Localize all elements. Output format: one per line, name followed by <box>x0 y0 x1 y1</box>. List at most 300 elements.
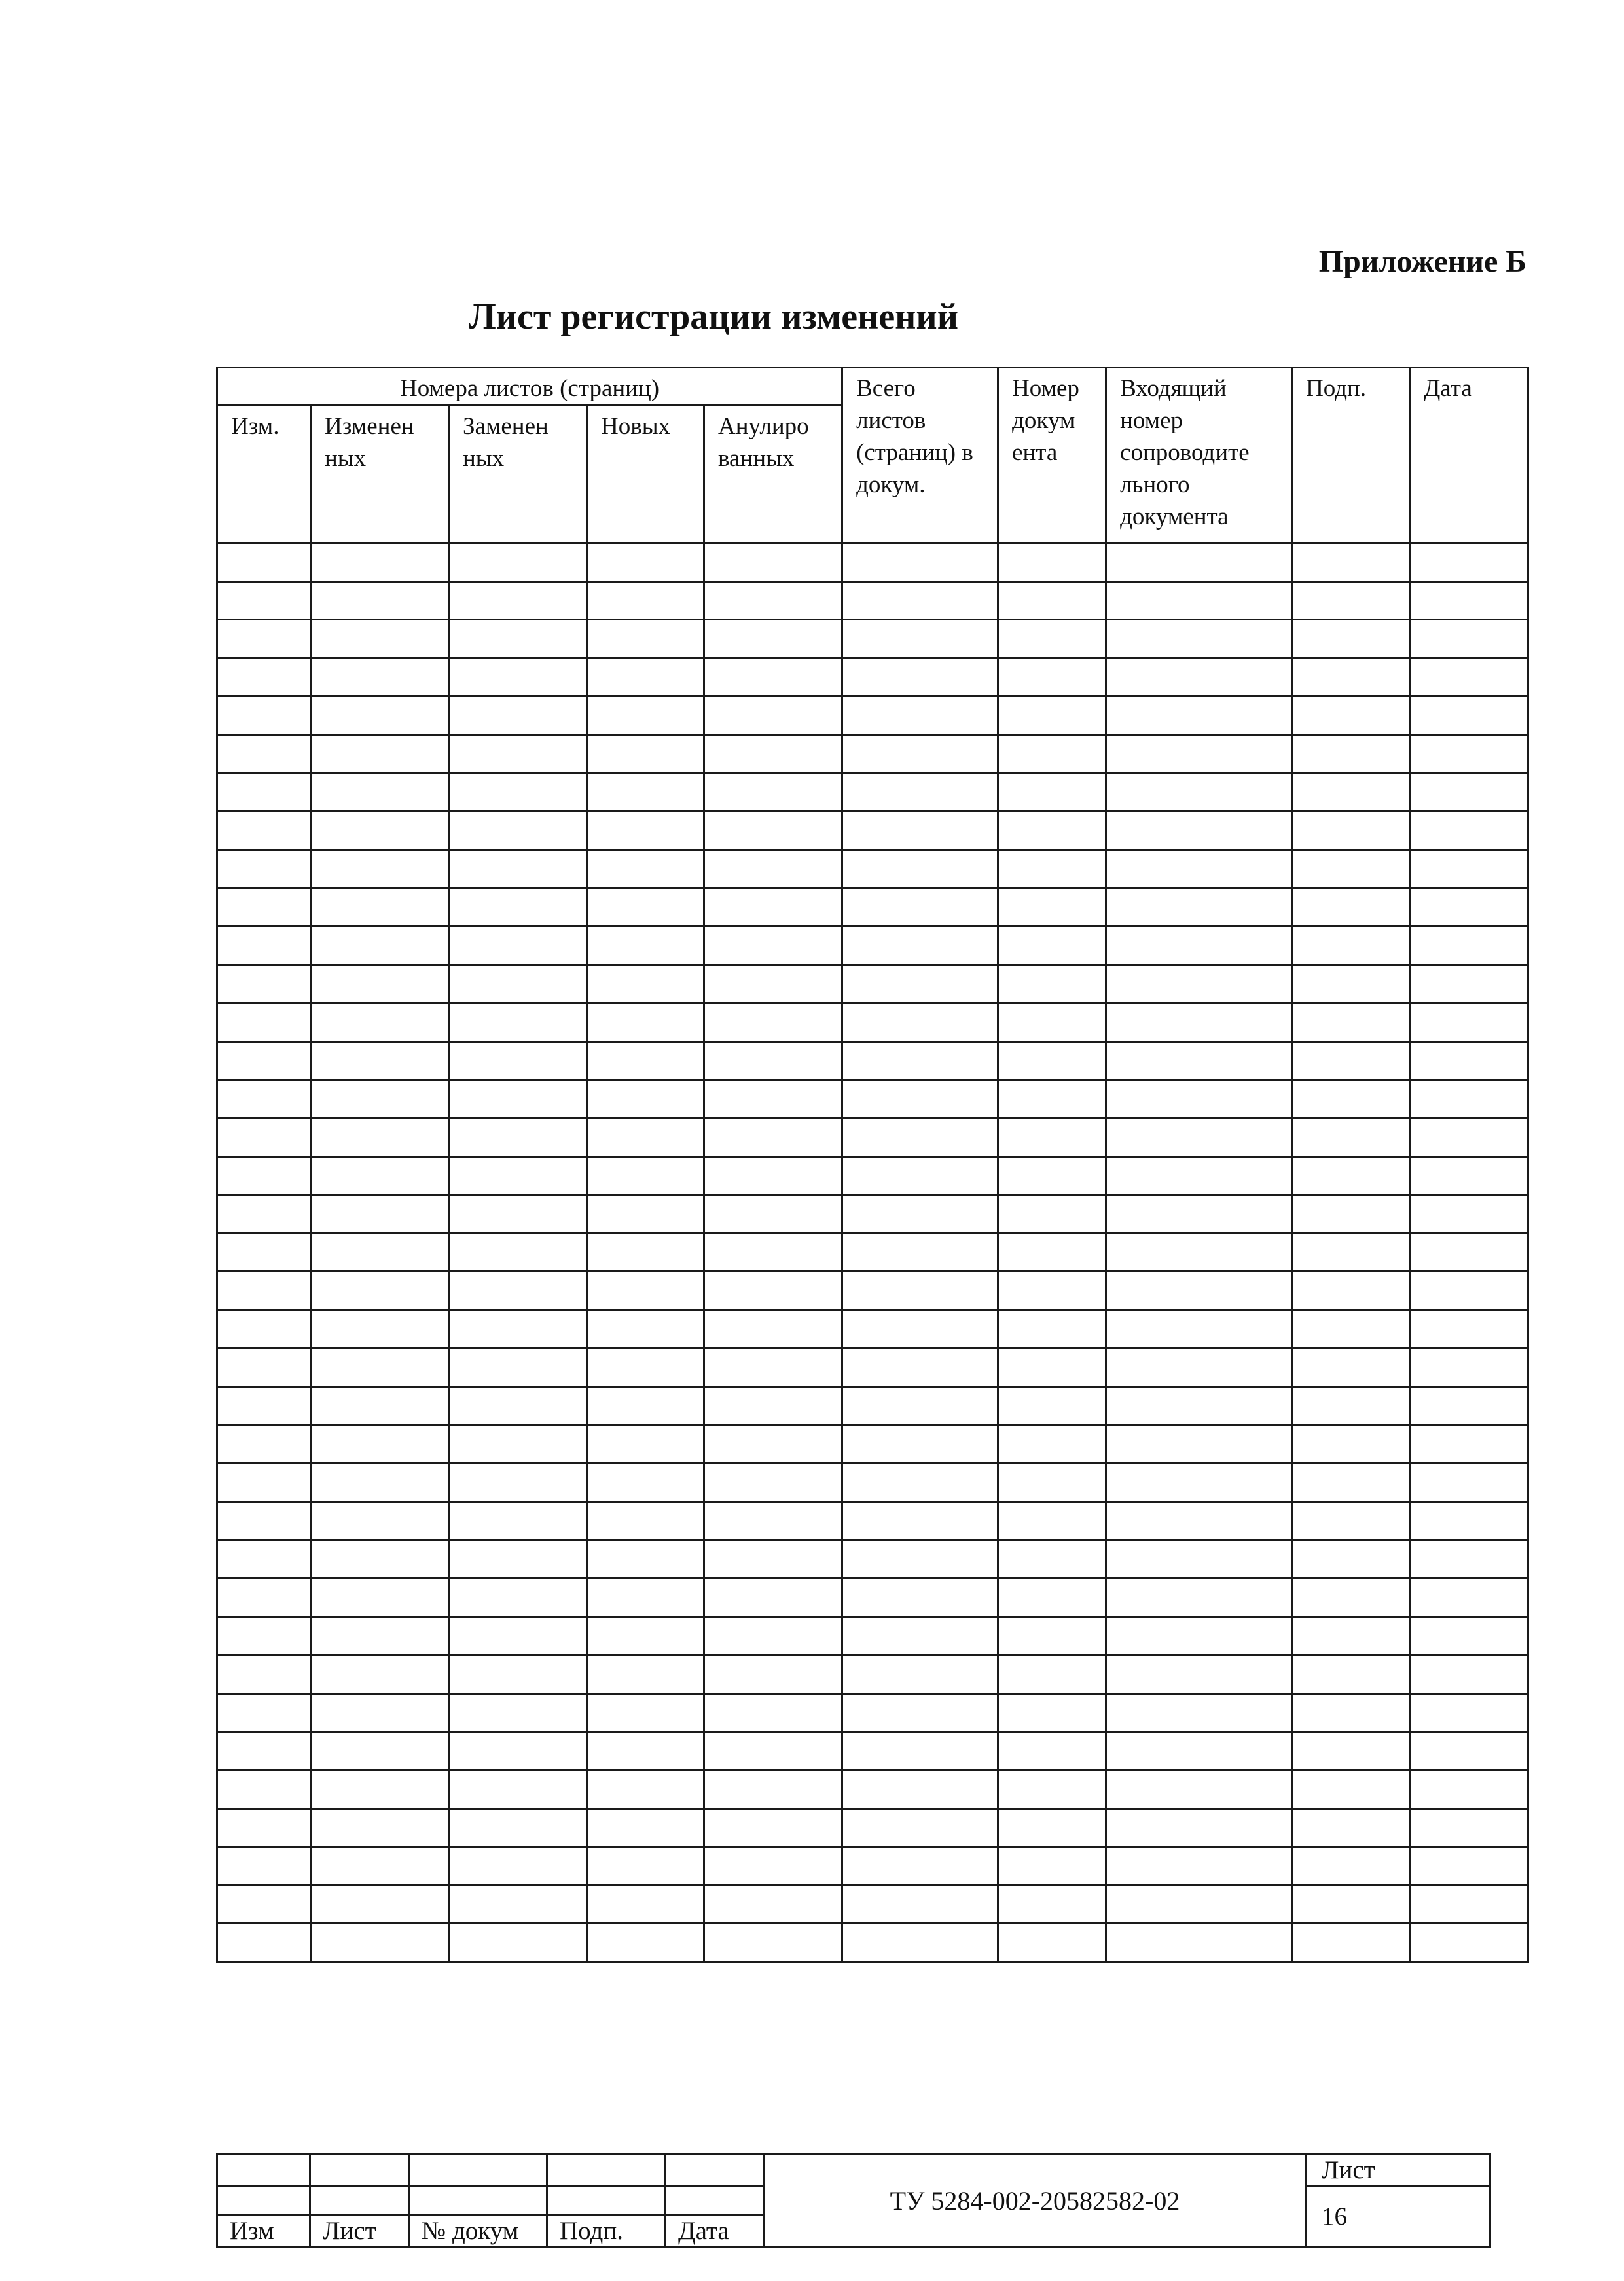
table-cell <box>449 620 587 658</box>
table-row <box>217 850 1528 888</box>
table-cell <box>704 773 842 812</box>
stamp-cell <box>409 2155 547 2187</box>
table-cell <box>217 1655 311 1694</box>
table-cell <box>998 543 1106 582</box>
table-cell <box>842 1924 998 1962</box>
table-cell <box>217 926 311 965</box>
table-cell <box>449 812 587 850</box>
table-cell <box>311 1157 449 1195</box>
table-cell <box>449 1310 587 1348</box>
table-cell <box>1106 1310 1292 1348</box>
stamp-label-izm: Изм <box>217 2216 310 2248</box>
table-cell <box>704 1195 842 1234</box>
table-cell <box>449 1272 587 1310</box>
table-row <box>217 1693 1528 1732</box>
header-sheet-numbers: Номера листов (страниц) <box>217 368 842 406</box>
table-cell <box>1106 1003 1292 1042</box>
table-cell <box>842 1157 998 1195</box>
table-cell <box>1410 1387 1528 1426</box>
table-cell <box>1106 1885 1292 1924</box>
table-cell <box>704 734 842 773</box>
table-row <box>217 543 1528 582</box>
table-row <box>217 1501 1528 1540</box>
table-cell <box>1410 1118 1528 1157</box>
table-cell <box>1410 1924 1528 1962</box>
table-cell <box>1292 1080 1410 1119</box>
table-cell <box>311 1579 449 1617</box>
table-cell <box>704 1003 842 1042</box>
table-row <box>217 1617 1528 1655</box>
table-cell <box>704 888 842 927</box>
table-cell <box>704 1233 842 1272</box>
table-cell <box>217 773 311 812</box>
table-cell <box>217 1693 311 1732</box>
table-cell <box>704 965 842 1003</box>
table-cell <box>998 1885 1106 1924</box>
table-row <box>217 1310 1528 1348</box>
table-cell <box>1410 1847 1528 1886</box>
header-signature: Подп. <box>1292 368 1410 543</box>
table-cell <box>311 1693 449 1732</box>
table-cell <box>1292 1425 1410 1464</box>
table-cell <box>1292 1579 1410 1617</box>
table-cell <box>1292 1808 1410 1847</box>
table-cell <box>1292 620 1410 658</box>
table-cell <box>704 1080 842 1119</box>
table-cell <box>587 773 704 812</box>
table-cell <box>704 658 842 696</box>
table-cell <box>311 888 449 927</box>
stamp-cell <box>217 2187 310 2216</box>
table-cell <box>1106 1080 1292 1119</box>
table-cell <box>842 1425 998 1464</box>
table-cell <box>1106 696 1292 735</box>
table-cell <box>1410 1195 1528 1234</box>
table-cell <box>704 1655 842 1694</box>
table-cell <box>704 1617 842 1655</box>
stamp-cell <box>310 2187 409 2216</box>
table-cell <box>449 1847 587 1886</box>
table-cell <box>1106 850 1292 888</box>
table-cell <box>1292 1655 1410 1694</box>
table-row <box>217 1655 1528 1694</box>
table-row <box>217 1157 1528 1195</box>
table-cell <box>704 1579 842 1617</box>
table-cell <box>998 1732 1106 1770</box>
table-cell <box>311 1118 449 1157</box>
table-cell <box>449 965 587 1003</box>
table-cell <box>842 965 998 1003</box>
table-cell <box>311 965 449 1003</box>
table-row <box>217 1003 1528 1042</box>
table-cell <box>587 926 704 965</box>
table-cell <box>311 1732 449 1770</box>
table-cell <box>1410 926 1528 965</box>
table-cell <box>217 658 311 696</box>
table-cell <box>998 1348 1106 1387</box>
header-document-number: Номер докум ента <box>998 368 1106 543</box>
table-cell <box>998 658 1106 696</box>
table-cell <box>311 1310 449 1348</box>
table-cell <box>1106 1579 1292 1617</box>
table-cell <box>1410 1464 1528 1502</box>
table-cell <box>1410 658 1528 696</box>
table-cell <box>704 620 842 658</box>
table-cell <box>1410 850 1528 888</box>
table-cell <box>998 1924 1106 1962</box>
table-cell <box>217 1387 311 1426</box>
table-cell <box>1410 543 1528 582</box>
table-cell <box>217 1501 311 1540</box>
table-cell <box>842 1118 998 1157</box>
table-cell <box>842 658 998 696</box>
table-cell <box>1106 1272 1292 1310</box>
table-cell <box>842 696 998 735</box>
table-cell <box>1106 1540 1292 1579</box>
stamp-cell <box>310 2155 409 2187</box>
table-cell <box>1106 1041 1292 1080</box>
table-cell <box>311 1003 449 1042</box>
stamp-cell <box>547 2155 666 2187</box>
table-cell <box>1106 1118 1292 1157</box>
table-cell <box>587 1617 704 1655</box>
table-cell <box>449 1808 587 1847</box>
table-cell <box>217 1579 311 1617</box>
table-cell <box>587 1118 704 1157</box>
table-cell <box>311 620 449 658</box>
table-cell <box>998 1272 1106 1310</box>
table-cell <box>1292 1770 1410 1809</box>
table-cell <box>587 696 704 735</box>
table-row <box>217 620 1528 658</box>
table-cell <box>587 734 704 773</box>
table-row <box>217 696 1528 735</box>
table-cell <box>311 1808 449 1847</box>
table-cell <box>704 1272 842 1310</box>
table-cell <box>842 1540 998 1579</box>
table-cell <box>449 1080 587 1119</box>
table-cell <box>998 1540 1106 1579</box>
header-changed: Изменен ных <box>311 406 449 543</box>
table-cell <box>842 1693 998 1732</box>
table-cell <box>1410 1617 1528 1655</box>
table-cell <box>1106 1655 1292 1694</box>
table-cell <box>704 1501 842 1540</box>
table-cell <box>704 1425 842 1464</box>
table-cell <box>1292 1195 1410 1234</box>
table-cell <box>311 812 449 850</box>
table-cell <box>587 1464 704 1502</box>
table-cell <box>842 1041 998 1080</box>
table-cell <box>587 1387 704 1426</box>
table-cell <box>217 1233 311 1272</box>
table-cell <box>704 1310 842 1348</box>
table-cell <box>587 965 704 1003</box>
stamp-cell <box>666 2187 764 2216</box>
table-body <box>217 543 1528 1962</box>
table-cell <box>1292 812 1410 850</box>
table-cell <box>449 773 587 812</box>
table-row <box>217 658 1528 696</box>
stamp-cell <box>547 2187 666 2216</box>
table-cell <box>998 812 1106 850</box>
table-cell <box>1106 1808 1292 1847</box>
table-cell <box>998 1808 1106 1847</box>
table-row <box>217 1770 1528 1809</box>
table-cell <box>1292 888 1410 927</box>
table-row <box>217 1540 1528 1579</box>
table-cell <box>217 620 311 658</box>
table-cell <box>842 888 998 927</box>
table-cell <box>704 1540 842 1579</box>
table-row <box>217 1233 1528 1272</box>
table-cell <box>998 965 1106 1003</box>
table-cell <box>1410 1732 1528 1770</box>
table-cell <box>449 1233 587 1272</box>
table-cell <box>217 1617 311 1655</box>
table-cell <box>217 1808 311 1847</box>
table-row <box>217 926 1528 965</box>
table-cell <box>311 926 449 965</box>
table-cell <box>998 620 1106 658</box>
table-cell <box>1410 620 1528 658</box>
header-izm: Изм. <box>217 406 311 543</box>
table-cell <box>311 581 449 620</box>
table-row <box>217 581 1528 620</box>
table-cell <box>587 1924 704 1962</box>
table-cell <box>1106 926 1292 965</box>
table-cell <box>1292 1885 1410 1924</box>
table-cell <box>842 1233 998 1272</box>
table-row <box>217 1080 1528 1119</box>
change-registration-table <box>216 367 1529 1963</box>
table-cell <box>998 1003 1106 1042</box>
table-cell <box>587 1501 704 1540</box>
table-cell <box>587 1847 704 1886</box>
table-cell <box>1106 1770 1292 1809</box>
table-cell <box>842 620 998 658</box>
table-cell <box>217 1195 311 1234</box>
table-cell <box>311 1501 449 1540</box>
table-cell <box>1410 1579 1528 1617</box>
table-cell <box>1106 888 1292 927</box>
table-cell <box>587 1770 704 1809</box>
table-cell <box>449 850 587 888</box>
table-cell <box>217 581 311 620</box>
table-cell <box>311 773 449 812</box>
table-cell <box>449 1885 587 1924</box>
table-cell <box>1292 1732 1410 1770</box>
table-cell <box>842 1310 998 1348</box>
table-cell <box>1292 734 1410 773</box>
table-cell <box>1106 581 1292 620</box>
table-cell <box>449 1770 587 1809</box>
table-cell <box>998 1655 1106 1694</box>
table-cell <box>842 1464 998 1502</box>
table-cell <box>311 696 449 735</box>
table-cell <box>842 926 998 965</box>
table-cell <box>1106 1195 1292 1234</box>
table-cell <box>842 1579 998 1617</box>
table-cell <box>704 1693 842 1732</box>
table-row <box>217 1387 1528 1426</box>
table-cell <box>704 850 842 888</box>
table-cell <box>587 1885 704 1924</box>
table-cell <box>311 1540 449 1579</box>
table-cell <box>842 812 998 850</box>
table-cell <box>1410 581 1528 620</box>
table-cell <box>587 1808 704 1847</box>
table-cell <box>1410 696 1528 735</box>
table-cell <box>842 773 998 812</box>
table-cell <box>1106 543 1292 582</box>
table-cell <box>1410 1693 1528 1732</box>
table-cell <box>1410 1808 1528 1847</box>
table-cell <box>311 1617 449 1655</box>
table-cell <box>587 581 704 620</box>
table-cell <box>311 1195 449 1234</box>
table-cell <box>311 1387 449 1426</box>
table-cell <box>1106 1732 1292 1770</box>
table-cell <box>449 1655 587 1694</box>
table-cell <box>449 1118 587 1157</box>
header-replaced: Заменен ных <box>449 406 587 543</box>
table-cell <box>311 1272 449 1310</box>
table-cell <box>587 1310 704 1348</box>
table-cell <box>704 1770 842 1809</box>
table-cell <box>998 581 1106 620</box>
table-cell <box>1292 1157 1410 1195</box>
table-cell <box>587 1540 704 1579</box>
table-cell <box>587 1195 704 1234</box>
table-cell <box>217 1885 311 1924</box>
table-cell <box>842 1617 998 1655</box>
table-cell <box>1106 1924 1292 1962</box>
table-row <box>217 773 1528 812</box>
table-cell <box>217 1041 311 1080</box>
table-cell <box>998 1693 1106 1732</box>
table-cell <box>842 1501 998 1540</box>
table-cell <box>449 658 587 696</box>
table-cell <box>998 1847 1106 1886</box>
stamp-label-signature: Подп. <box>547 2216 666 2248</box>
table-cell <box>998 1425 1106 1464</box>
table-cell <box>1410 1003 1528 1042</box>
table-cell <box>587 1233 704 1272</box>
table-cell <box>587 1732 704 1770</box>
stamp-cell <box>217 2155 310 2187</box>
table-cell <box>998 926 1106 965</box>
table-cell <box>449 1387 587 1426</box>
table-cell <box>587 1157 704 1195</box>
table-row <box>217 1808 1528 1847</box>
table-cell <box>217 888 311 927</box>
table-cell <box>311 543 449 582</box>
table-row <box>217 965 1528 1003</box>
table-cell <box>587 812 704 850</box>
table-cell <box>449 1579 587 1617</box>
table-cell <box>704 1808 842 1847</box>
table-cell <box>217 1770 311 1809</box>
table-cell <box>842 1847 998 1886</box>
table-cell <box>217 1080 311 1119</box>
table-cell <box>1410 1080 1528 1119</box>
table-cell <box>311 1080 449 1119</box>
table-cell <box>217 543 311 582</box>
table-cell <box>704 1118 842 1157</box>
table-cell <box>217 1425 311 1464</box>
table-cell <box>1410 1655 1528 1694</box>
table-cell <box>704 581 842 620</box>
table-cell <box>311 1770 449 1809</box>
table-cell <box>449 1348 587 1387</box>
table-cell <box>704 1464 842 1502</box>
table-cell <box>587 1693 704 1732</box>
table-cell <box>1106 1501 1292 1540</box>
table-cell <box>449 1157 587 1195</box>
table-cell <box>998 773 1106 812</box>
header-date: Дата <box>1410 368 1528 543</box>
table-row <box>217 1425 1528 1464</box>
table-cell <box>842 1272 998 1310</box>
table-cell <box>1292 1387 1410 1426</box>
table-cell <box>449 1693 587 1732</box>
table-cell <box>998 1464 1106 1502</box>
table-cell <box>998 696 1106 735</box>
title-block <box>216 2153 1491 2248</box>
table-cell <box>311 1464 449 1502</box>
table-cell <box>587 1348 704 1387</box>
table-cell <box>1410 1310 1528 1348</box>
header-new: Новых <box>587 406 704 543</box>
table-cell <box>217 1924 311 1962</box>
table-cell <box>449 1617 587 1655</box>
table-cell <box>1410 812 1528 850</box>
table-cell <box>1410 1157 1528 1195</box>
table-cell <box>449 1195 587 1234</box>
table-cell <box>587 543 704 582</box>
table-cell <box>449 1732 587 1770</box>
table-cell <box>449 734 587 773</box>
table-cell <box>998 1080 1106 1119</box>
table-cell <box>587 1655 704 1694</box>
table-cell <box>1106 1617 1292 1655</box>
table-row <box>217 1732 1528 1770</box>
table-cell <box>449 1501 587 1540</box>
table-cell <box>449 1425 587 1464</box>
stamp-label-doc-no: № докум <box>409 2216 547 2248</box>
sheet-number: 16 <box>1307 2187 1490 2248</box>
table-cell <box>1106 1348 1292 1387</box>
table-cell <box>1410 1770 1528 1809</box>
table-cell <box>1292 965 1410 1003</box>
table-cell <box>217 965 311 1003</box>
table-cell <box>217 1310 311 1348</box>
table-cell <box>587 1579 704 1617</box>
table-cell <box>1410 965 1528 1003</box>
table-cell <box>842 850 998 888</box>
table-cell <box>311 1885 449 1924</box>
table-cell <box>1106 620 1292 658</box>
table-row <box>217 1847 1528 1886</box>
table-cell <box>449 888 587 927</box>
table-cell <box>998 1041 1106 1080</box>
table-row <box>217 1272 1528 1310</box>
table-cell <box>998 734 1106 773</box>
table-cell <box>311 1041 449 1080</box>
table-cell <box>1106 1464 1292 1502</box>
table-cell <box>1292 1348 1410 1387</box>
